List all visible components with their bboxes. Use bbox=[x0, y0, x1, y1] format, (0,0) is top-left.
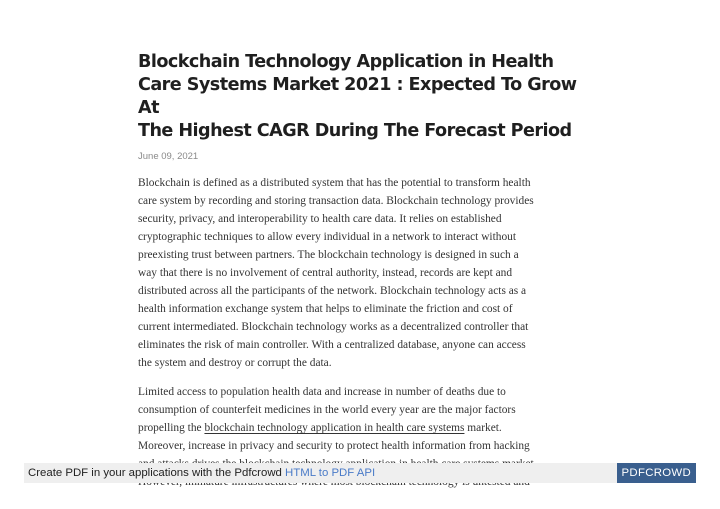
paragraph-line: cryptographic techniques to allow every individual in a network to interact without bbox=[138, 231, 516, 243]
publish-date: June 09, 2021 bbox=[138, 151, 199, 162]
pdfcrowd-brand-button[interactable]: PDFCROWD bbox=[617, 463, 696, 483]
market-report-link[interactable]: blockchain technology application in health care systems bbox=[204, 422, 465, 434]
html-to-pdf-api-link[interactable]: HTML to PDF API bbox=[285, 467, 376, 479]
paragraph-line: preexisting trust between partners. The blockchain technology is designed in such a bbox=[138, 249, 519, 261]
paragraph-line-text: propelling the bbox=[138, 422, 205, 434]
paragraph-line: care system by recording and storing transaction data. Blockchain technology provides bbox=[138, 195, 534, 207]
paragraph-line: health information exchange system that helps to eliminate the friction and cost of bbox=[138, 303, 513, 315]
footer-text bbox=[28, 463, 375, 483]
article-title-line: Blockchain Technology Application in Health bbox=[138, 52, 554, 72]
paragraph-line: eliminates the risk of main controller. With a centralized database, anyone can access bbox=[138, 339, 526, 351]
article-title-line: Care Systems Market 2021 : Expected To Grow At bbox=[138, 75, 577, 118]
paragraph-line: current intermediated. Blockchain technology works as a decentralized controller that bbox=[138, 321, 529, 333]
article bbox=[138, 51, 583, 491]
paragraph-line: security, privacy, and interoperability to health care data. It relies on established bbox=[138, 213, 502, 225]
pdf-footer-bar bbox=[24, 463, 696, 483]
footer-message: Create PDF in your applications with the Pdfcrowd bbox=[28, 467, 286, 479]
paragraph-line: way that there is no involvement of central authority, instead, records are kept and bbox=[138, 267, 513, 279]
paragraph-line-text: market. bbox=[464, 422, 502, 434]
article-title-line: The Highest CAGR During The Forecast Period bbox=[138, 121, 572, 141]
paragraph-line: the system and destroy or corrupt the data. bbox=[138, 357, 332, 369]
paragraph-line: distributed across all the participants of the network. Blockchain technology acts as a bbox=[138, 285, 527, 297]
article-title bbox=[138, 51, 583, 143]
article-paragraph bbox=[138, 174, 583, 372]
paragraph-line: Blockchain is defined as a distributed system that has the potential to transform health bbox=[138, 177, 531, 189]
paragraph-line: consumption of counterfeit medicines in the world every year are the major factors bbox=[138, 404, 516, 416]
paragraph-line: Moreover, increase in privacy and security to protect health information from hacking bbox=[138, 440, 530, 452]
paragraph-line: Limited access to population health data and increase in number of deaths due to bbox=[138, 386, 506, 398]
